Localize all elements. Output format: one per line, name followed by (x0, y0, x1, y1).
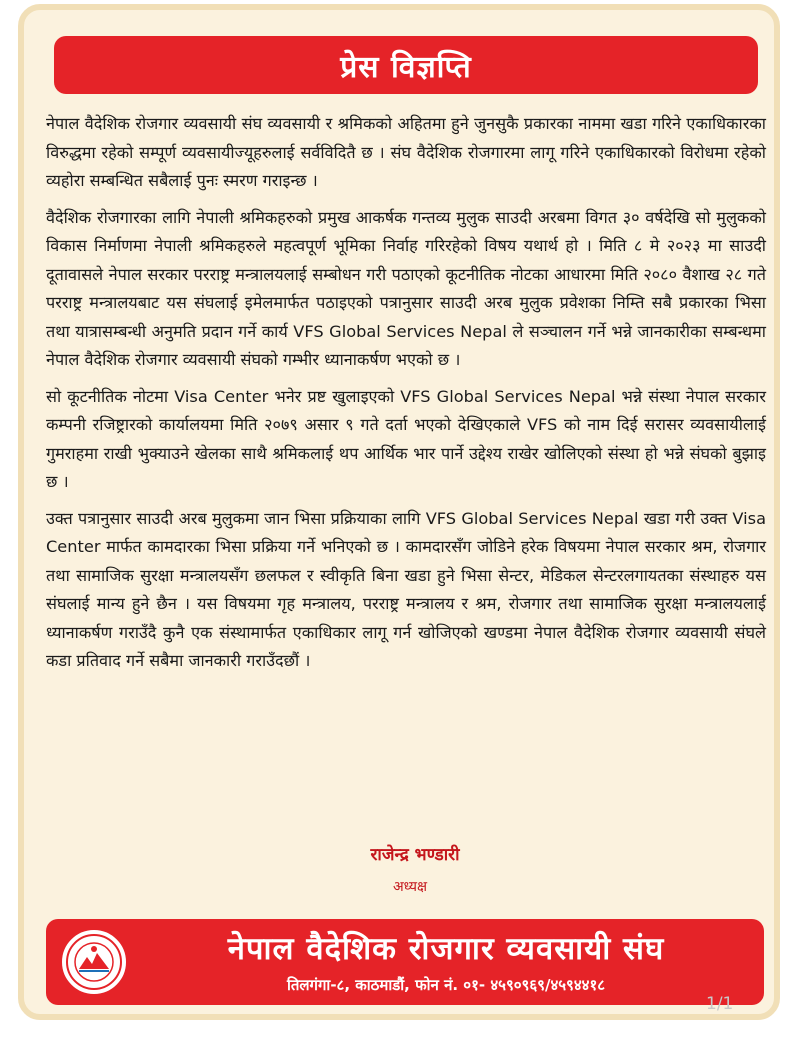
association-seal-icon (62, 930, 126, 994)
organization-name: नेपाल वैदेशिक रोजगार व्यवसायी संघ (227, 931, 665, 967)
paragraph: वैदेशिक रोजगारका लागि नेपाली श्रमिकहरुको प्रमुख आकर्षक गन्तव्य मुलुक साउदी अरबमा विगत ३० वर्षदेखि सो मुलुकको विकास निर्माणमा नेपाली श्रमिकहरुले महत्वपूर्ण भूमिका निर्वाह गरिरहेको विषय यथार्थ हो । मिति ८ मे २०२३ मा साउदी दूतावासले नेपाल सरकार परराष्ट्र मन्त्रालयलाई सम्बोधन गरी पठाएको कूटनीतिक नोटका आधारमा मिति २०८० वैशाख २८ गते परराष्ट्र मन्त्रालयबाट यस संघलाई इमेलमार्फत पठाइएको पत्रानुसार साउदी अरब मुलुक प्रवेशका निम्ति सबै प्रकारका भिसा तथा यात्रासम्बन्धी अनुमति प्रदान गर्ने कार्य VFS Global Services Nepal ले सञ्चालन गर्ने भन्ने जानकारीका सम्बन्धमा नेपाल वैदेशिक रोजगार व्यवसायी संघको गम्भीर ध्यानाकर्षण भएको छ । (46, 207, 766, 369)
press-release-body (46, 110, 766, 684)
organization-address: तिलगंगा-८, काठमाडौं, फोन नं. ०१- ४५९०९६९/४५९४४१८ (286, 976, 606, 994)
footer-banner (46, 919, 764, 1005)
press-release-sheet (18, 4, 780, 1020)
title-banner (54, 36, 758, 94)
page-indicator: 1/1 (706, 994, 734, 1014)
paragraph: सो कूटनीतिक नोटमा Visa Center भनेर प्रष्ट खुलाइएको VFS Global Services Nepal भन्ने संस्था नेपाल सरकार कम्पनी रजिष्ट्रारको कार्यालयमा मिति २०७९ असार ९ गते दर्ता भएको देखिएकाले VFS को नाम दिई सरासर व्यवसायीलाई गुमराहमा राखी भुक्याउने खेलका साथै श्रमिकलाई थप आर्थिक भार पार्ने उद्देश्य राखेर खोलिएको संस्था हो भन्ने संघको बुझाइ छ । (46, 386, 766, 491)
paragraph: नेपाल वैदेशिक रोजगार व्यवसायी संघ व्यवसायी र श्रमिकको अहितमा हुने जुनसुकै प्रकारका नाममा खडा गरिने एकाधिकारका विरुद्धमा रहेको सम्पूर्ण व्यवसायीज्यूहरुलाई सर्वविदितै छ । संघ वैदेशिक रोजगारमा लागू गरिने एकाधिकारको विरोधमा रहेको व्यहोरा सम्बन्धित सबैलाई पुनः स्मरण गराइन्छ । (46, 114, 766, 190)
paragraph: उक्त पत्रानुसार साउदी अरब मुलुकमा जान भिसा प्रक्रियाका लागि VFS Global Services Nepal खडा गरी उक्त Visa Center मार्फत कामदारका भिसा प्रक्रिया गर्ने भनिएको छ । कामदारसँग जोडिने हरेक विषयमा नेपाल सरकार श्रम, रोजगार तथा सामाजिक सुरक्षा मन्त्रालयसँग छलफल र स्वीकृति बिना खडा हुने भिसा सेन्टर, मेडिकल सेन्टरलगायतका संस्थाहरु यस संघलाई मान्य हुने छैन । यस विषयमा गृह मन्त्रालय, परराष्ट्र मन्त्रालय र श्रम, रोजगार तथा सामाजिक सुरक्षा मन्त्रालयलाई ध्यानाकर्षण गराउँदै कुनै एक संस्थामार्फत एकाधिकार लागू गर्न खोजिएको खण्डमा नेपाल वैदेशिक रोजगार व्यवसायी संघले कडा प्रतिवाद गर्ने सबैमा जानकारी गराउँदछौं । (46, 508, 766, 670)
signature-block (24, 842, 776, 896)
page-title: प्रेस विज्ञप्ति (340, 49, 472, 85)
signatory-name: राजेन्द्र भण्डारी (370, 845, 460, 865)
signatory-title: अध्यक्ष (392, 879, 428, 895)
